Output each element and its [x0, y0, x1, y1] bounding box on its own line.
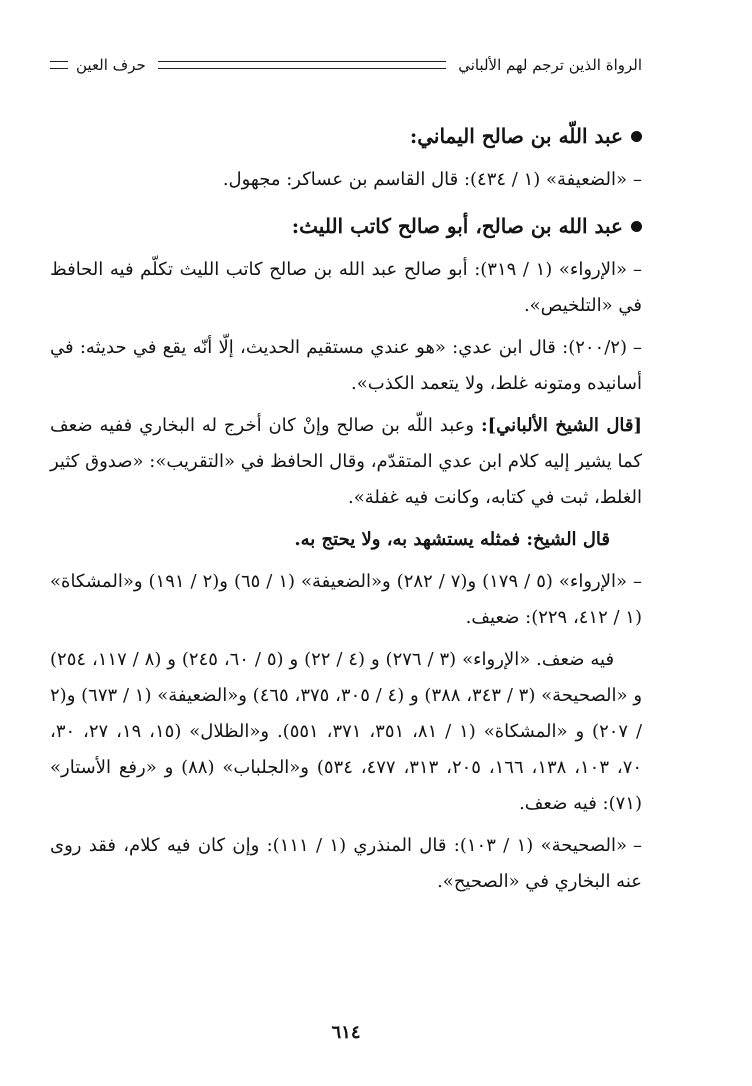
header-rule — [158, 61, 446, 69]
dash-marker: – — [633, 259, 642, 280]
entry-heading-1 — [50, 118, 642, 154]
entry-heading-text: عبد الله بن صالح، أبو صالح كاتب الليث: — [291, 214, 623, 238]
references-paragraph: فيه ضعف. «الإرواء» (٣ / ٢٧٦) و (٤ / ٢٢) و (٥ / ٦٠، ٢٤٥) و (٨ / ١١٧، ٢٥٤) و «الصحيحة» (٣ / ٣٤٣، ٣٨٨) و (٤ / ٣٠٥، ٣٧٥، ٤٦٥) و«الضعيفة» (١ / ٦٧٣) و(٢ / ٢٠٧) و «المشكاة» (١ / ٨١، ٣٥١، ٣٧١، ٥٥١). و«الظلال» (١٥، ١٩، ٢٧، ٣٠، ٧٠، ١٠٣، ١٣٨، ١٦٦، ٢٠٥، ٣١٣، ٤٧٧، ٥٣٤) و«الجلباب» (٨٨) و «رفع الأستار» (٧١): فيه ضعف. — [50, 649, 643, 814]
citation-paragraph: –«الإرواء» (١ / ٣١٩): أبو صالح عبد الله بن صالح كاتب الليث تكلّم فيه الحافظ في «التلخيص». — [50, 259, 642, 316]
page-number: ٦١٤ — [331, 1022, 361, 1043]
bullet-icon — [631, 131, 642, 142]
references-paragraph: –«الصحيحة» (١ / ١٠٣): قال المنذري (١ / ١١١): وإن كان فيه كلام، فقد روى عنه البخاري في «الصحيح». — [50, 835, 643, 892]
running-header — [50, 52, 642, 78]
book-page — [50, 40, 642, 1060]
shaykh-ruling: قال الشيخ: فمثله يستشهد به، ولا يحتج به. — [294, 529, 610, 550]
header-title: الرواة الذين ترجم لهم الألباني — [458, 56, 642, 74]
header-end-rule — [50, 61, 68, 69]
citation-paragraph: –«الضعيفة» (١ / ٤٣٤): قال القاسم بن عساكر: مجهول. — [222, 169, 642, 190]
dash-marker: – — [633, 571, 643, 592]
shaykh-text: وعبد اللّه بن صالح وإنْ كان أخرج له البخاري ففيه ضعف كما يشير إليه كلام ابن عدي المتقدّم، وقال الحافظ في «التقريب»: «صدوق كثير الغلط، ثبت في كتابه، وكانت فيه غفلة». — [50, 415, 642, 508]
page-content — [50, 108, 642, 906]
references-paragraph: –«الإرواء» (٥ / ١٧٩) و(٧ / ٢٨٢) و«الضعيفة» (١ / ٦٥) و(٢ / ١٩١) و«المشكاة» (١ / ٤١٢، ٢٢٩): ضعيف. — [50, 571, 643, 628]
shaykh-label: [قال الشيخ الألباني]: — [481, 415, 643, 436]
dash-marker: – — [633, 169, 642, 190]
citation-paragraph: –(٢٠٠/٢): قال ابن عدي: «هو عندي مستقيم الحديث، إلّا أنّه يقع في حديثه: في أسانيده ومتونه غلط، ولا يتعمد الكذب». — [50, 337, 642, 394]
header-section: حرف العين — [76, 56, 146, 74]
entry-heading-text: عبد اللّه بن صالح اليماني: — [409, 124, 623, 148]
shaykh-comment — [50, 408, 642, 516]
bullet-icon — [631, 221, 642, 232]
dash-marker: – — [633, 337, 642, 358]
dash-marker: – — [633, 835, 643, 856]
entry-heading-2 — [50, 208, 642, 244]
